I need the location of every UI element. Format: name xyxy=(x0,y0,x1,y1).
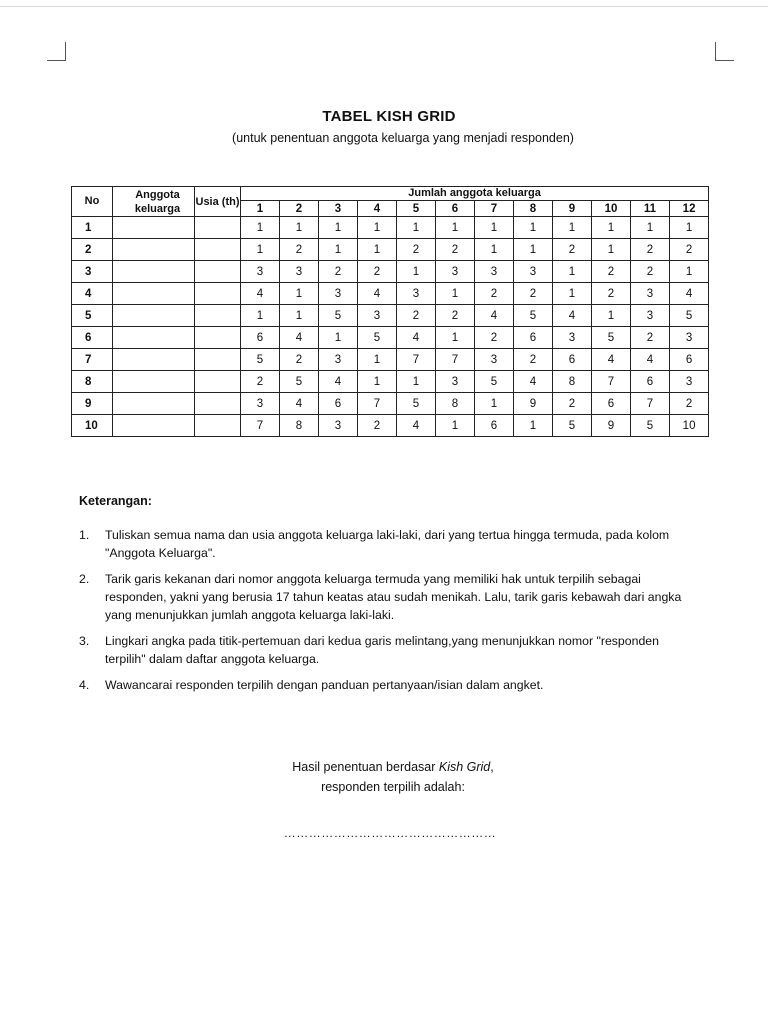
column-number-8: 8 xyxy=(514,201,553,217)
header-age: Usia (th) xyxy=(195,187,241,217)
grid-cell: 3 xyxy=(436,261,475,283)
grid-cell: 2 xyxy=(553,239,592,261)
grid-cell: 1 xyxy=(319,239,358,261)
member-name-cell[interactable] xyxy=(113,305,195,327)
grid-cell: 2 xyxy=(397,305,436,327)
note-number: 2. xyxy=(79,572,90,586)
grid-cell: 6 xyxy=(670,349,709,371)
column-number-2: 2 xyxy=(280,201,319,217)
grid-cell: 2 xyxy=(631,327,670,349)
grid-cell: 2 xyxy=(592,283,631,305)
row-number: 10 xyxy=(72,415,113,437)
grid-cell: 3 xyxy=(631,305,670,327)
grid-cell: 1 xyxy=(553,283,592,305)
column-number-11: 11 xyxy=(631,201,670,217)
grid-cell: 1 xyxy=(436,415,475,437)
grid-cell: 4 xyxy=(319,371,358,393)
grid-cell: 2 xyxy=(475,283,514,305)
grid-cell: 1 xyxy=(475,217,514,239)
grid-cell: 3 xyxy=(670,371,709,393)
table-row xyxy=(72,327,709,349)
page-subtitle: (untuk penentuan anggota keluarga yang menjadi responden) xyxy=(232,131,574,145)
grid-cell: 1 xyxy=(670,261,709,283)
grid-cell: 7 xyxy=(631,393,670,415)
note-number: 4. xyxy=(79,678,90,692)
grid-cell: 1 xyxy=(592,239,631,261)
grid-cell: 2 xyxy=(631,261,670,283)
grid-cell: 8 xyxy=(553,371,592,393)
member-age-cell[interactable] xyxy=(195,371,241,393)
grid-cell: 1 xyxy=(358,217,397,239)
row-number: 2 xyxy=(72,239,113,261)
grid-cell: 3 xyxy=(475,349,514,371)
grid-cell: 1 xyxy=(397,371,436,393)
grid-cell: 1 xyxy=(280,305,319,327)
grid-cell: 4 xyxy=(397,415,436,437)
row-number: 8 xyxy=(72,371,113,393)
row-number: 9 xyxy=(72,393,113,415)
member-name-cell[interactable] xyxy=(113,415,195,437)
row-number: 3 xyxy=(72,261,113,283)
grid-cell: 3 xyxy=(319,415,358,437)
page-title: TABEL KISH GRID xyxy=(322,108,456,125)
header-family-count: Jumlah anggota keluarga xyxy=(241,187,709,201)
column-number-9: 9 xyxy=(553,201,592,217)
grid-cell: 2 xyxy=(241,371,280,393)
grid-cell: 3 xyxy=(319,283,358,305)
grid-cell: 5 xyxy=(553,415,592,437)
column-number-1: 1 xyxy=(241,201,280,217)
top-divider xyxy=(0,6,768,7)
grid-cell: 1 xyxy=(397,217,436,239)
grid-cell: 3 xyxy=(280,261,319,283)
note-text: Lingkari angka pada titik-pertemuan dari kedua garis melintang,yang menunjukkan nomor "responden terpilih" dalam daftar anggota keluarga. xyxy=(105,634,659,666)
grid-cell: 1 xyxy=(241,239,280,261)
grid-cell: 4 xyxy=(358,283,397,305)
member-name-cell[interactable] xyxy=(113,217,195,239)
grid-cell: 2 xyxy=(358,261,397,283)
grid-cell: 2 xyxy=(631,239,670,261)
grid-cell: 2 xyxy=(436,239,475,261)
grid-cell: 6 xyxy=(592,393,631,415)
grid-cell: 4 xyxy=(592,349,631,371)
column-number-5: 5 xyxy=(397,201,436,217)
grid-cell: 1 xyxy=(436,327,475,349)
note-item xyxy=(79,526,699,562)
grid-cell: 2 xyxy=(436,305,475,327)
grid-cell: 1 xyxy=(553,261,592,283)
grid-cell: 2 xyxy=(280,239,319,261)
row-number: 1 xyxy=(72,217,113,239)
grid-cell: 4 xyxy=(670,283,709,305)
grid-cell: 4 xyxy=(280,393,319,415)
result-prefix: Hasil penentuan berdasar xyxy=(292,760,439,774)
grid-cell: 3 xyxy=(397,283,436,305)
grid-cell: 1 xyxy=(631,217,670,239)
grid-cell: 7 xyxy=(358,393,397,415)
grid-cell: 7 xyxy=(592,371,631,393)
grid-cell: 9 xyxy=(592,415,631,437)
grid-cell: 5 xyxy=(280,371,319,393)
member-age-cell[interactable] xyxy=(195,349,241,371)
grid-cell: 2 xyxy=(397,239,436,261)
grid-cell: 8 xyxy=(280,415,319,437)
column-number-10: 10 xyxy=(592,201,631,217)
grid-cell: 3 xyxy=(241,393,280,415)
table-row xyxy=(72,393,709,415)
grid-cell: 8 xyxy=(436,393,475,415)
grid-cell: 7 xyxy=(397,349,436,371)
table-row xyxy=(72,305,709,327)
column-number-6: 6 xyxy=(436,201,475,217)
member-age-cell[interactable] xyxy=(195,261,241,283)
column-number-4: 4 xyxy=(358,201,397,217)
notes-heading: Keterangan: xyxy=(79,494,152,508)
grid-cell: 4 xyxy=(397,327,436,349)
grid-cell: 3 xyxy=(514,261,553,283)
grid-cell: 1 xyxy=(553,217,592,239)
member-name-cell[interactable] xyxy=(113,393,195,415)
crop-mark-left xyxy=(47,42,66,61)
grid-cell: 2 xyxy=(553,393,592,415)
grid-cell: 4 xyxy=(241,283,280,305)
note-number: 3. xyxy=(79,634,90,648)
header-member: Anggota keluarga xyxy=(113,187,195,217)
grid-cell: 1 xyxy=(514,239,553,261)
grid-cell: 4 xyxy=(514,371,553,393)
grid-body xyxy=(72,217,709,437)
grid-cell: 3 xyxy=(319,349,358,371)
grid-cell: 5 xyxy=(241,349,280,371)
grid-cell: 5 xyxy=(670,305,709,327)
grid-cell: 6 xyxy=(514,327,553,349)
member-age-cell[interactable] xyxy=(195,415,241,437)
table-row xyxy=(72,217,709,239)
grid-cell: 3 xyxy=(631,283,670,305)
member-age-cell[interactable] xyxy=(195,327,241,349)
grid-cell: 2 xyxy=(514,283,553,305)
grid-cell: 6 xyxy=(553,349,592,371)
grid-cell: 3 xyxy=(670,327,709,349)
respondent-blank-line[interactable]: …………………………………………… xyxy=(283,826,497,840)
note-text: Wawancarai responden terpilih dengan panduan pertanyaan/isian dalam angket. xyxy=(105,678,544,692)
grid-cell: 3 xyxy=(241,261,280,283)
grid-cell: 2 xyxy=(319,261,358,283)
grid-cell: 2 xyxy=(514,349,553,371)
result-line-2: responden terpilih adalah: xyxy=(321,780,465,794)
member-age-cell[interactable] xyxy=(195,305,241,327)
result-line-1 xyxy=(0,757,768,777)
member-name-cell[interactable] xyxy=(113,283,195,305)
grid-cell: 1 xyxy=(436,217,475,239)
member-age-cell[interactable] xyxy=(195,283,241,305)
column-number-12: 12 xyxy=(670,201,709,217)
grid-cell: 2 xyxy=(670,239,709,261)
member-age-cell[interactable] xyxy=(195,393,241,415)
grid-cell: 1 xyxy=(475,393,514,415)
member-name-cell[interactable] xyxy=(113,349,195,371)
row-number: 5 xyxy=(72,305,113,327)
table-row xyxy=(72,371,709,393)
grid-cell: 1 xyxy=(241,305,280,327)
grid-cell: 5 xyxy=(631,415,670,437)
member-age-cell[interactable] xyxy=(195,239,241,261)
grid-cell: 1 xyxy=(319,217,358,239)
grid-cell: 1 xyxy=(358,371,397,393)
grid-cell: 4 xyxy=(280,327,319,349)
notes-list xyxy=(79,526,699,702)
note-item xyxy=(79,676,699,694)
grid-cell: 1 xyxy=(592,305,631,327)
grid-cell: 2 xyxy=(358,415,397,437)
grid-cell: 1 xyxy=(475,239,514,261)
table-row xyxy=(72,415,709,437)
grid-cell: 4 xyxy=(553,305,592,327)
row-number: 6 xyxy=(72,327,113,349)
grid-cell: 6 xyxy=(319,393,358,415)
grid-cell: 1 xyxy=(280,283,319,305)
grid-cell: 1 xyxy=(592,217,631,239)
grid-cell: 2 xyxy=(670,393,709,415)
grid-cell: 5 xyxy=(475,371,514,393)
grid-cell: 3 xyxy=(553,327,592,349)
grid-cell: 10 xyxy=(670,415,709,437)
grid-cell: 3 xyxy=(436,371,475,393)
member-name-cell[interactable] xyxy=(113,371,195,393)
grid-cell: 1 xyxy=(514,415,553,437)
grid-cell: 9 xyxy=(514,393,553,415)
note-text: Tarik garis kekanan dari nomor anggota keluarga termuda yang memiliki hak untuk terpilih sebagai responden, yakni yang berusia 17 tahun keatas atau sudah menikah. Lalu, tarik garis kebawah dari angka yang menunjukkan jumlah anggota keluarga laki-laki. xyxy=(105,572,682,622)
grid-cell: 2 xyxy=(592,261,631,283)
grid-cell: 5 xyxy=(592,327,631,349)
note-text: Tuliskan semua nama dan usia anggota keluarga laki-laki, dari yang tertua hingga termuda, pada kolom "Anggota Keluarga". xyxy=(105,528,670,560)
table-row xyxy=(72,261,709,283)
crop-mark-right xyxy=(715,42,734,61)
table-row xyxy=(72,349,709,371)
grid-cell: 6 xyxy=(475,415,514,437)
grid-cell: 5 xyxy=(358,327,397,349)
grid-cell: 5 xyxy=(514,305,553,327)
column-number-3: 3 xyxy=(319,201,358,217)
grid-cell: 1 xyxy=(436,283,475,305)
note-item xyxy=(79,632,699,668)
result-kish-grid: Kish Grid xyxy=(438,760,491,774)
member-age-cell[interactable] xyxy=(195,217,241,239)
column-number-7: 7 xyxy=(475,201,514,217)
grid-cell: 4 xyxy=(475,305,514,327)
header-no: No xyxy=(72,187,113,217)
grid-cell: 1 xyxy=(670,217,709,239)
table-row xyxy=(72,283,709,305)
result-suffix: , xyxy=(490,760,494,774)
note-number: 1. xyxy=(79,528,90,542)
grid-cell: 1 xyxy=(280,217,319,239)
note-item xyxy=(79,570,699,624)
grid-cell: 2 xyxy=(475,327,514,349)
grid-cell: 4 xyxy=(631,349,670,371)
member-name-cell[interactable] xyxy=(113,327,195,349)
grid-cell: 6 xyxy=(241,327,280,349)
row-number: 4 xyxy=(72,283,113,305)
grid-cell: 1 xyxy=(241,217,280,239)
grid-cell: 6 xyxy=(631,371,670,393)
grid-cell: 3 xyxy=(475,261,514,283)
grid-cell: 5 xyxy=(397,393,436,415)
grid-cell: 7 xyxy=(241,415,280,437)
grid-cell: 1 xyxy=(319,327,358,349)
grid-cell: 5 xyxy=(319,305,358,327)
grid-cell: 1 xyxy=(358,349,397,371)
grid-cell: 1 xyxy=(514,217,553,239)
member-name-cell[interactable] xyxy=(113,261,195,283)
grid-cell: 1 xyxy=(397,261,436,283)
member-name-cell[interactable] xyxy=(113,239,195,261)
kish-grid-table xyxy=(71,186,709,437)
row-number: 7 xyxy=(72,349,113,371)
grid-cell: 7 xyxy=(436,349,475,371)
grid-cell: 1 xyxy=(358,239,397,261)
grid-cell: 2 xyxy=(280,349,319,371)
result-block xyxy=(0,757,768,797)
grid-cell: 3 xyxy=(358,305,397,327)
table-row xyxy=(72,239,709,261)
